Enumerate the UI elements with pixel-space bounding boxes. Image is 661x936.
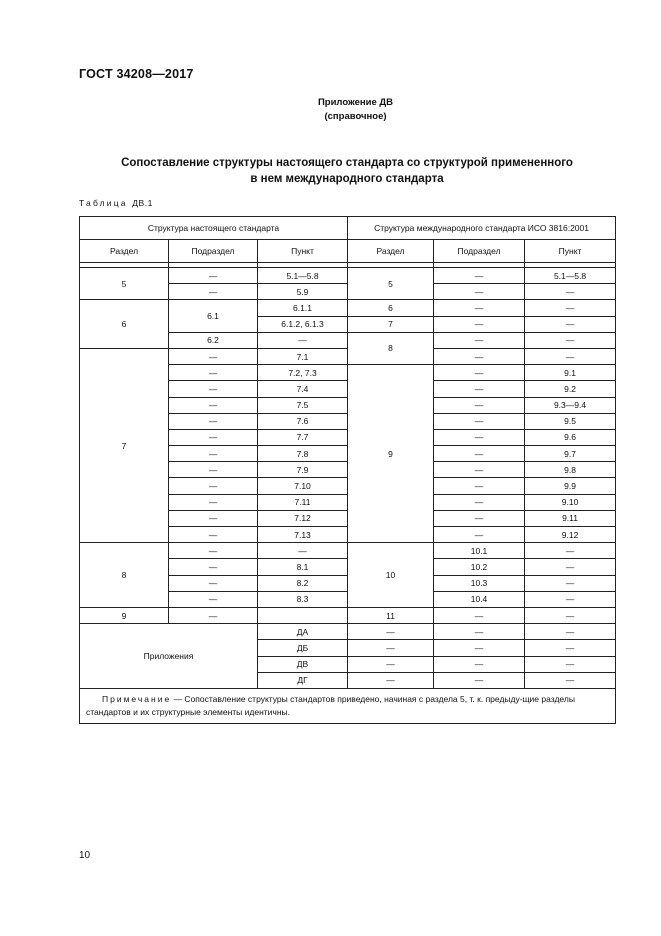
cell-clause: 7.11 (258, 494, 348, 510)
cell-clause: 7.2, 7.3 (258, 365, 348, 381)
cell-subsection: — (169, 365, 258, 381)
cell-iso-section: 5 (348, 268, 434, 300)
cell-iso-clause: 9.3—9.4 (525, 397, 616, 413)
cell-iso-subsection: 10.2 (434, 559, 525, 575)
cell-iso-clause: 9.8 (525, 462, 616, 478)
table-label-prefix: Таблица (79, 198, 128, 208)
cell-section: 7 (80, 348, 169, 542)
cell-iso-subsection: — (434, 462, 525, 478)
col-header-iso-subsection: Подраздел (434, 240, 525, 263)
cell-subsection: — (169, 543, 258, 559)
cell-clause: — (258, 332, 348, 348)
table-row (80, 268, 616, 284)
cell-clause: 5.1—5.8 (258, 268, 348, 284)
cell-annex: ДГ (258, 672, 348, 688)
page-number: 10 (79, 850, 91, 861)
cell-iso-clause: 9.9 (525, 478, 616, 494)
cell-subsection: — (169, 494, 258, 510)
cell-iso-subsection: — (434, 478, 525, 494)
cell-iso-clause: 9.2 (525, 381, 616, 397)
cell-iso-section: 9 (348, 365, 434, 543)
cell-clause: 7.5 (258, 397, 348, 413)
table-row (80, 607, 616, 623)
annex-title: Приложение ДВ (317, 97, 394, 108)
cell-clause: 5.9 (258, 284, 348, 300)
cell-iso-section: 7 (348, 316, 434, 332)
cell-iso-clause: 9.7 (525, 446, 616, 462)
cell-iso-section: — (348, 656, 434, 672)
cell-iso-subsection: — (434, 300, 525, 316)
cell-subsection: 6.2 (169, 332, 258, 348)
cell-iso-section: 10 (348, 543, 434, 608)
cell-iso-subsection: 10.1 (434, 543, 525, 559)
cell-subsection: — (169, 284, 258, 300)
cell-section: 8 (80, 543, 169, 608)
cell-clause: 7.1 (258, 348, 348, 364)
cell-clause: 7.13 (258, 527, 348, 543)
cell-clause: 7.9 (258, 462, 348, 478)
cell-clause: 6.1.2, 6.1.3 (258, 316, 348, 332)
cell-iso-section: 6 (348, 300, 434, 316)
table-column-header-row (80, 240, 616, 263)
cell-clause: 6.1.1 (258, 300, 348, 316)
cell-iso-section: 8 (348, 332, 434, 364)
cell-iso-clause: — (525, 316, 616, 332)
cell-iso-subsection: — (434, 510, 525, 526)
annex-status: (справочное) (324, 111, 387, 122)
cell-clause: 8.1 (258, 559, 348, 575)
cell-iso-subsection: — (434, 607, 525, 623)
cell-clause: 8.2 (258, 575, 348, 591)
cell-iso-subsection: 10.3 (434, 575, 525, 591)
cell-iso-clause: — (525, 284, 616, 300)
cell-section: 6 (80, 300, 169, 349)
cell-subsection: — (169, 446, 258, 462)
cell-subsection: — (169, 429, 258, 445)
cell-iso-subsection: 10.4 (434, 591, 525, 607)
cell-iso-section: 11 (348, 607, 434, 623)
cell-clause: 7.7 (258, 429, 348, 445)
col-header-section: Раздел (80, 240, 169, 263)
cell-iso-clause: — (525, 672, 616, 688)
cell-iso-subsection: — (434, 365, 525, 381)
cell-subsection: — (169, 607, 258, 623)
annex-heading (0, 96, 661, 124)
cell-subsection: 6.1 (169, 300, 258, 332)
section-title-line-2: в нем международного стандарта (250, 173, 444, 185)
cell-subsection: — (169, 478, 258, 494)
cell-clause: 7.6 (258, 413, 348, 429)
cell-iso-subsection: — (434, 624, 525, 640)
cell-iso-subsection: — (434, 316, 525, 332)
col-header-iso-section: Раздел (348, 240, 434, 263)
cell-subsection: — (169, 268, 258, 284)
cell-iso-clause: — (525, 300, 616, 316)
cell-annex: ДБ (258, 640, 348, 656)
cell-subsection: — (169, 591, 258, 607)
cell-clause: — (258, 543, 348, 559)
cell-subsection: — (169, 348, 258, 364)
cell-iso-clause: 9.10 (525, 494, 616, 510)
cell-iso-clause: 9.1 (525, 365, 616, 381)
cell-iso-subsection: — (434, 429, 525, 445)
cell-clause: 7.10 (258, 478, 348, 494)
cell-subsection: — (169, 462, 258, 478)
table-group-header-row (80, 217, 616, 240)
cell-iso-subsection: — (434, 413, 525, 429)
cell-iso-clause: — (525, 348, 616, 364)
col-header-subsection: Подраздел (169, 240, 258, 263)
cell-iso-subsection: — (434, 640, 525, 656)
cell-iso-subsection: — (434, 332, 525, 348)
cell-iso-section: — (348, 640, 434, 656)
cell-iso-subsection: — (434, 284, 525, 300)
table-label (79, 198, 153, 208)
cell-iso-section: — (348, 672, 434, 688)
note-label: Примечание (102, 693, 172, 704)
cell-iso-subsection: — (434, 381, 525, 397)
group-header-iso-standard: Структура международного стандарта ИСО 3816:2001 (348, 217, 616, 240)
cell-clause (258, 607, 348, 623)
cell-annexes-label: Приложения (80, 624, 258, 689)
table-note (80, 688, 616, 723)
cell-iso-clause: — (525, 624, 616, 640)
group-header-this-standard: Структура настоящего стандарта (80, 217, 348, 240)
cell-subsection: — (169, 413, 258, 429)
cell-iso-clause: 9.12 (525, 527, 616, 543)
note-text: — Сопоставление структуры стандартов приведено, начиная с раздела 5, т. к. предыду-щие разделы стандартов и их структурные элементы идентичны. (86, 693, 575, 717)
cell-annex: ДА (258, 624, 348, 640)
cell-iso-clause: — (525, 575, 616, 591)
document-code: ГОСТ 34208—2017 (79, 67, 194, 81)
col-header-clause: Пункт (258, 240, 348, 263)
cell-iso-clause: — (525, 640, 616, 656)
table-label-number: ДВ.1 (132, 198, 153, 208)
cell-iso-subsection: — (434, 397, 525, 413)
cell-section: 9 (80, 607, 169, 623)
table-row (80, 624, 616, 640)
cell-iso-clause: — (525, 559, 616, 575)
cell-clause: 7.8 (258, 446, 348, 462)
cell-iso-clause: — (525, 656, 616, 672)
cell-iso-clause: — (525, 332, 616, 348)
cell-iso-subsection: — (434, 656, 525, 672)
cell-iso-clause: — (525, 543, 616, 559)
table-row (80, 543, 616, 559)
comparison-table (79, 216, 616, 724)
cell-iso-subsection: — (434, 446, 525, 462)
cell-subsection: — (169, 527, 258, 543)
table-row (80, 300, 616, 316)
cell-clause: 7.12 (258, 510, 348, 526)
cell-clause: 8.3 (258, 591, 348, 607)
cell-iso-subsection: — (434, 348, 525, 364)
cell-subsection: — (169, 510, 258, 526)
cell-annex: ДВ (258, 656, 348, 672)
cell-iso-subsection: — (434, 527, 525, 543)
cell-subsection: — (169, 575, 258, 591)
cell-clause: 7.4 (258, 381, 348, 397)
section-title (79, 155, 615, 187)
cell-iso-clause: — (525, 607, 616, 623)
cell-iso-subsection: — (434, 672, 525, 688)
cell-subsection: — (169, 397, 258, 413)
cell-section: 5 (80, 268, 169, 300)
cell-iso-clause: 9.11 (525, 510, 616, 526)
cell-subsection: — (169, 381, 258, 397)
cell-iso-subsection: — (434, 268, 525, 284)
note-row (80, 688, 616, 723)
cell-iso-clause: 5.1—5.8 (525, 268, 616, 284)
section-title-line-1: Сопоставление структуры настоящего стандарта со структурой примененного (121, 157, 573, 169)
cell-iso-clause: 9.5 (525, 413, 616, 429)
cell-subsection: — (169, 559, 258, 575)
cell-iso-subsection: — (434, 494, 525, 510)
cell-iso-clause: — (525, 591, 616, 607)
cell-iso-clause: 9.6 (525, 429, 616, 445)
cell-iso-section: — (348, 624, 434, 640)
col-header-iso-clause: Пункт (525, 240, 616, 263)
